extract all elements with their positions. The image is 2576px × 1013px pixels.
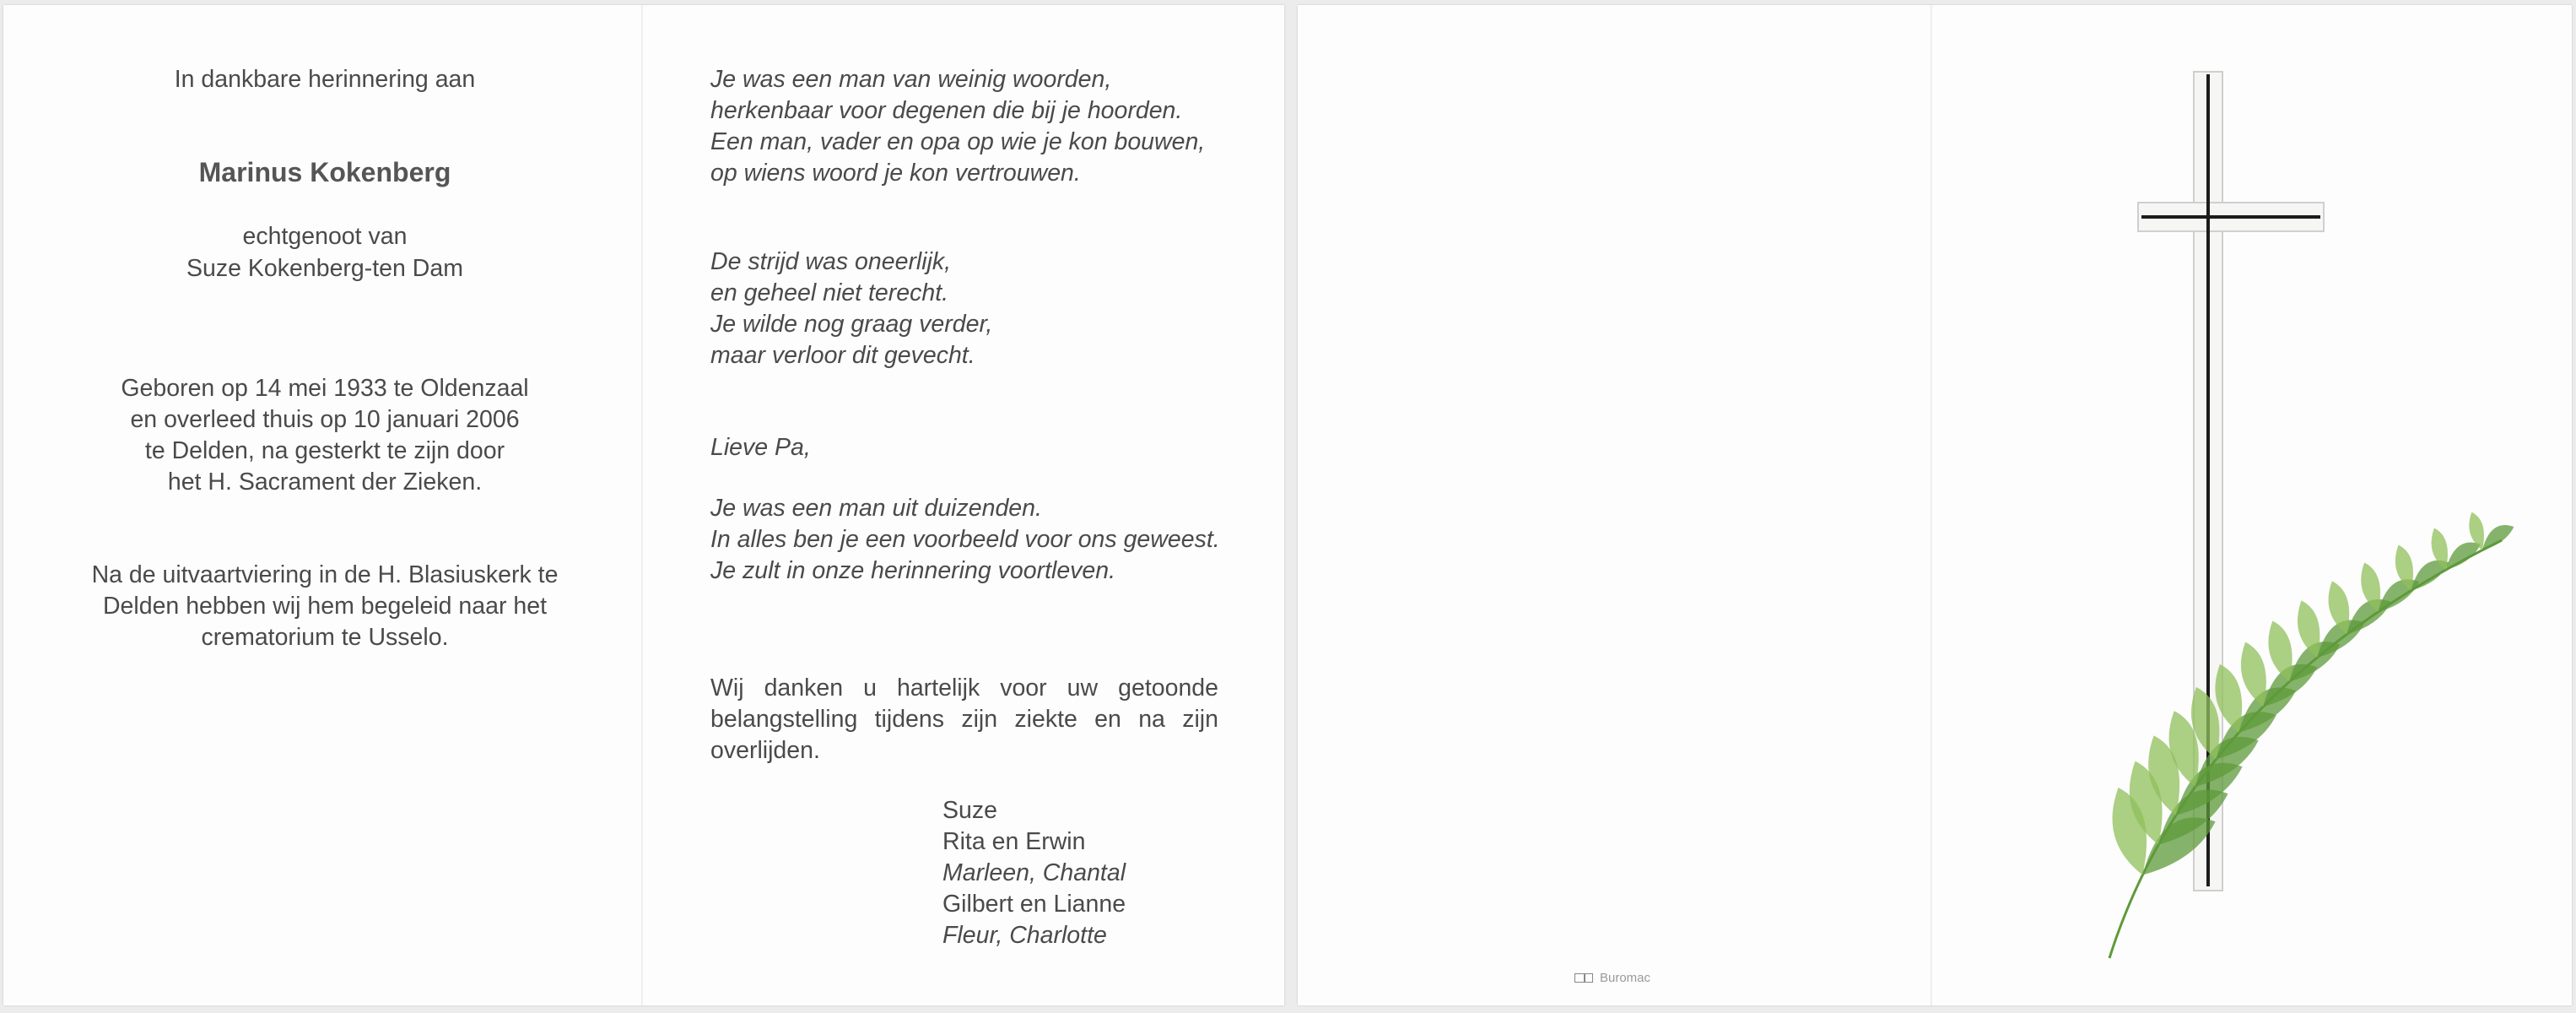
- signature-line: Rita en Erwin: [942, 828, 1086, 855]
- buromac-logo-icon: [1574, 973, 1593, 983]
- poem-line: De strijd was oneerlijk,: [710, 248, 952, 275]
- palm-leaf: [2446, 542, 2481, 570]
- funeral-line: crematorium te Usselo.: [201, 624, 449, 651]
- poem-stanza-1: [710, 64, 1234, 189]
- life-line: en overleed thuis op 10 januari 2006: [130, 406, 520, 433]
- life-details: [34, 373, 616, 498]
- palm-branch-icon: [2109, 512, 2514, 958]
- poem-line: maar verloor dit gevecht.: [710, 342, 975, 369]
- palm-leaf: [2241, 642, 2266, 707]
- life-line: het H. Sacrament der Zieken.: [167, 469, 483, 496]
- life-line: te Delden, na gesterkt te zijn door: [144, 437, 505, 464]
- spouse-label: echtgenoot van: [242, 223, 408, 250]
- funeral-details: [34, 560, 616, 653]
- life-line: Geboren op 14 mei 1933 te Oldenzaal: [121, 375, 529, 402]
- memorial-heading: In dankbare herinnering aan: [174, 66, 476, 93]
- spouse-name: Suze Kokenberg-ten Dam: [186, 255, 463, 282]
- poem-line: Je was een man uit duizenden.: [710, 495, 1042, 522]
- salutation: Lieve Pa,: [710, 434, 811, 461]
- poem-line: In alles ben je een voorbeeld voor ons geweest.: [710, 526, 1220, 553]
- signature-line: Fleur, Charlotte: [942, 922, 1107, 949]
- funeral-line: Delden hebben wij hem begeleid naar het: [102, 593, 548, 620]
- poem-line: op wiens woord je kon vertrouwen.: [710, 160, 1081, 187]
- poem-line: Je was een man van weinig woorden,: [710, 66, 1112, 93]
- printer-brand: [1574, 971, 1650, 985]
- palm-leaf: [2329, 581, 2350, 634]
- poem-stanza-2: [710, 246, 1234, 371]
- poem-line: Een man, vader en opa op wie je kon bouwen,: [710, 128, 1206, 155]
- fold-line-left: [641, 5, 643, 1005]
- brand-label: Buromac: [1600, 971, 1651, 985]
- poem-line: Je wilde nog graag verder,: [710, 311, 993, 338]
- signature-line: Marleen, Chantal: [942, 859, 1126, 886]
- signatures: [942, 795, 1246, 951]
- deceased-name: Marinus Kokenberg: [198, 157, 451, 187]
- poem-line: en geheel niet terecht.: [710, 279, 949, 306]
- fold-line-right: [1931, 5, 1932, 1005]
- poem-line: Je zult in onze herinnering voortleven.: [710, 557, 1116, 584]
- thanks-paragraph: Wij danken u hartelijk voor uw getoonde belangstelling tijdens zijn ziekte en na zijn overlijden.: [710, 674, 1218, 764]
- poem-stanza-3: [710, 493, 1234, 587]
- palm-leaf: [2482, 525, 2514, 550]
- cross-palm-illustration: [2093, 51, 2531, 988]
- palm-leaf: [2268, 620, 2292, 681]
- signature-line: Suze: [942, 797, 997, 824]
- poem-line: herkenbaar voor degenen die bij je hoorden.: [710, 97, 1183, 124]
- palm-leaf: [2298, 600, 2319, 658]
- signature-line: Gilbert en Lianne: [942, 891, 1126, 918]
- funeral-line: Na de uitvaartviering in de H. Blasiuskerk te: [91, 561, 559, 588]
